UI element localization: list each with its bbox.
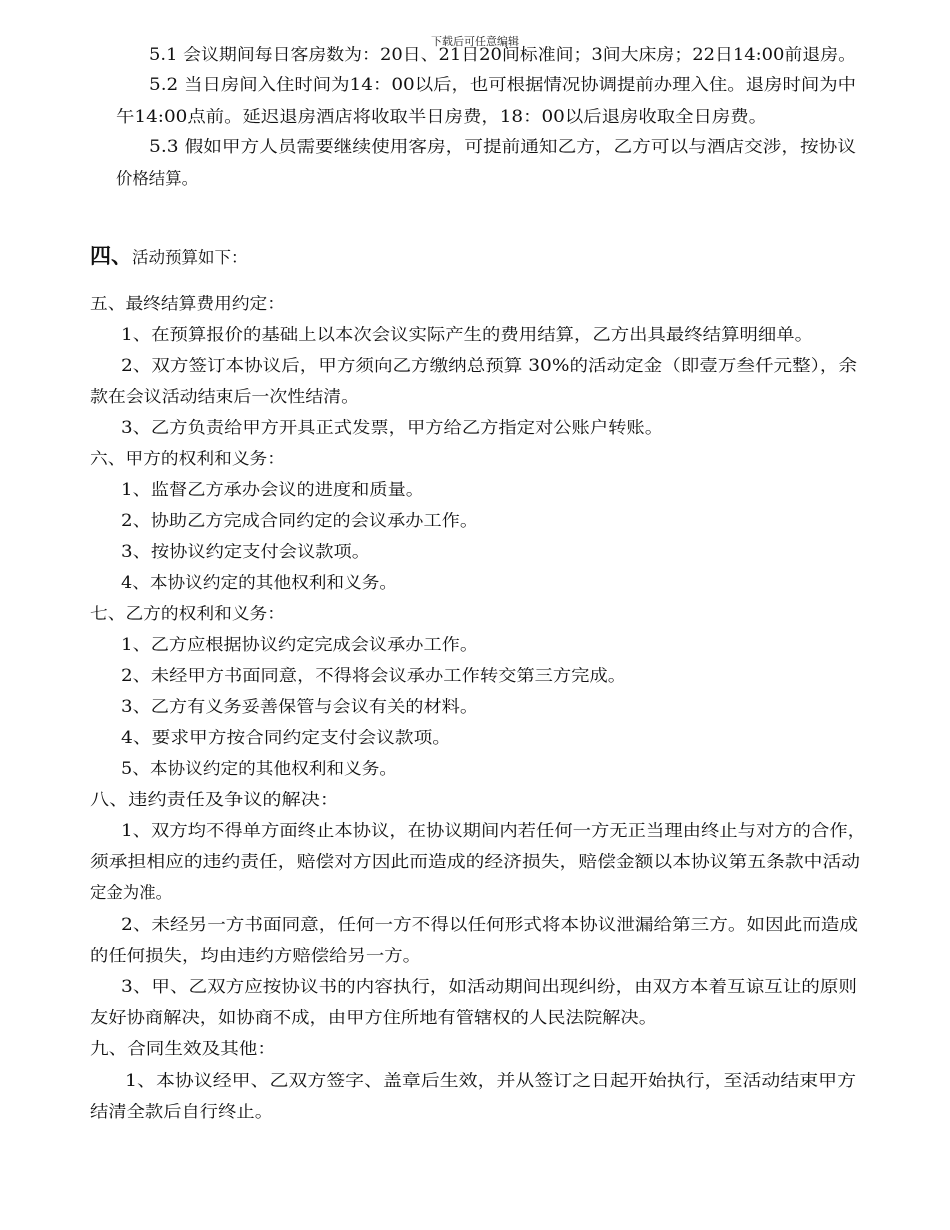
text-line: 2、协助乙方完成合同约定的会议承办工作。: [121, 511, 478, 530]
page-header: 下载后可任意编辑: [431, 35, 519, 48]
text-line: 七、乙方的权利和义务：: [90, 604, 285, 623]
text-line: 3、按协议约定支付会议款项。: [121, 542, 370, 561]
text-line: 1、本协议经甲、乙双方签字、盖章后生效，并从签订之日起开始执行，至活动结束甲方: [125, 1071, 856, 1090]
text-line: 款在会议活动结束后一次性结清。: [90, 387, 359, 406]
text-line: 午14:00点前。延迟退房酒店将收取半日房费，18：00以后退房收取全日房费。: [116, 107, 767, 126]
text-line: 价格结算。: [116, 169, 198, 188]
text-line: 2、未经另一方书面同意，任何一方不得以任何形式将本协议泄漏给第三方。如因此而造成: [121, 915, 858, 934]
text-line: 1、在预算报价的基础上以本次会议实际产生的费用结算，乙方出具最终结算明细单。: [121, 325, 813, 344]
text-line: 3、乙方负责给甲方开具正式发票，甲方给乙方指定对公账户转账。: [121, 418, 663, 437]
text-line: 六、甲方的权利和义务：: [90, 449, 285, 468]
text-line: 2、双方签订本协议后，甲方须向乙方缴纳总预算 30%的活动定金（即壹万叁仟元整），余: [121, 356, 857, 375]
text-line: 九、合同生效及其他：: [90, 1039, 276, 1058]
text-line: 4、要求甲方按合同约定支付会议款项。: [121, 728, 451, 747]
text-line: 3、甲、乙双方应按协议书的内容执行，如活动期间出现纠纷，由双方本着互谅互让的原则: [121, 977, 857, 996]
text-line: 友好协商解决，如协商不成，由甲方住所地有管辖权的人民法院解决。: [90, 1008, 657, 1027]
section-4-title: 活动预算如下：: [132, 248, 248, 267]
text-line: 1、监督乙方承办会议的进度和质量。: [121, 480, 424, 499]
text-line: 五、最终结算费用约定：: [90, 294, 285, 313]
text-line: 5.3 假如甲方人员需要继续使用客房，可提前通知乙方，乙方可以与酒店交涉，按协议: [149, 137, 856, 156]
text-line: 定金为准。: [90, 883, 172, 902]
text-line: 的任何损失，均由违约方赔偿给另一方。: [90, 946, 421, 965]
text-line: 3、乙方有义务妥善保管与会议有关的材料。: [121, 697, 478, 716]
text-line: 1、双方均不得单方面终止本协议，在协议期间内若任何一方无正当理由终止与对方的合作，: [121, 821, 867, 840]
text-line: 2、未经甲方书面同意，不得将会议承办工作转交第三方完成。: [121, 666, 626, 685]
section-4-number: 四、: [90, 244, 132, 268]
text-line: 结清全款后自行终止。: [90, 1102, 273, 1121]
text-line: 5、本协议约定的其他权利和义务。: [121, 759, 397, 778]
text-line: 5.1 会议期间每日客房数为：20日、21日20间标准间；3间大床房；22日14:00前退房。: [149, 45, 856, 64]
text-line: 八、违约责任及争议的解决：: [90, 790, 339, 809]
text-line: 4、本协议约定的其他权利和义务。: [121, 573, 397, 592]
text-line: 1、乙方应根据协议约定完成会议承办工作。: [121, 635, 478, 654]
text-line: 须承担相应的违约责任，赔偿对方因此而造成的经济损失，赔偿金额以本协议第五条款中活动: [90, 852, 860, 871]
text-line: 5.2 当日房间入住时间为14：00以后，也可根据情况协调提前办理入住。退房时间为中: [149, 75, 856, 94]
section-4-heading: [90, 240, 248, 270]
